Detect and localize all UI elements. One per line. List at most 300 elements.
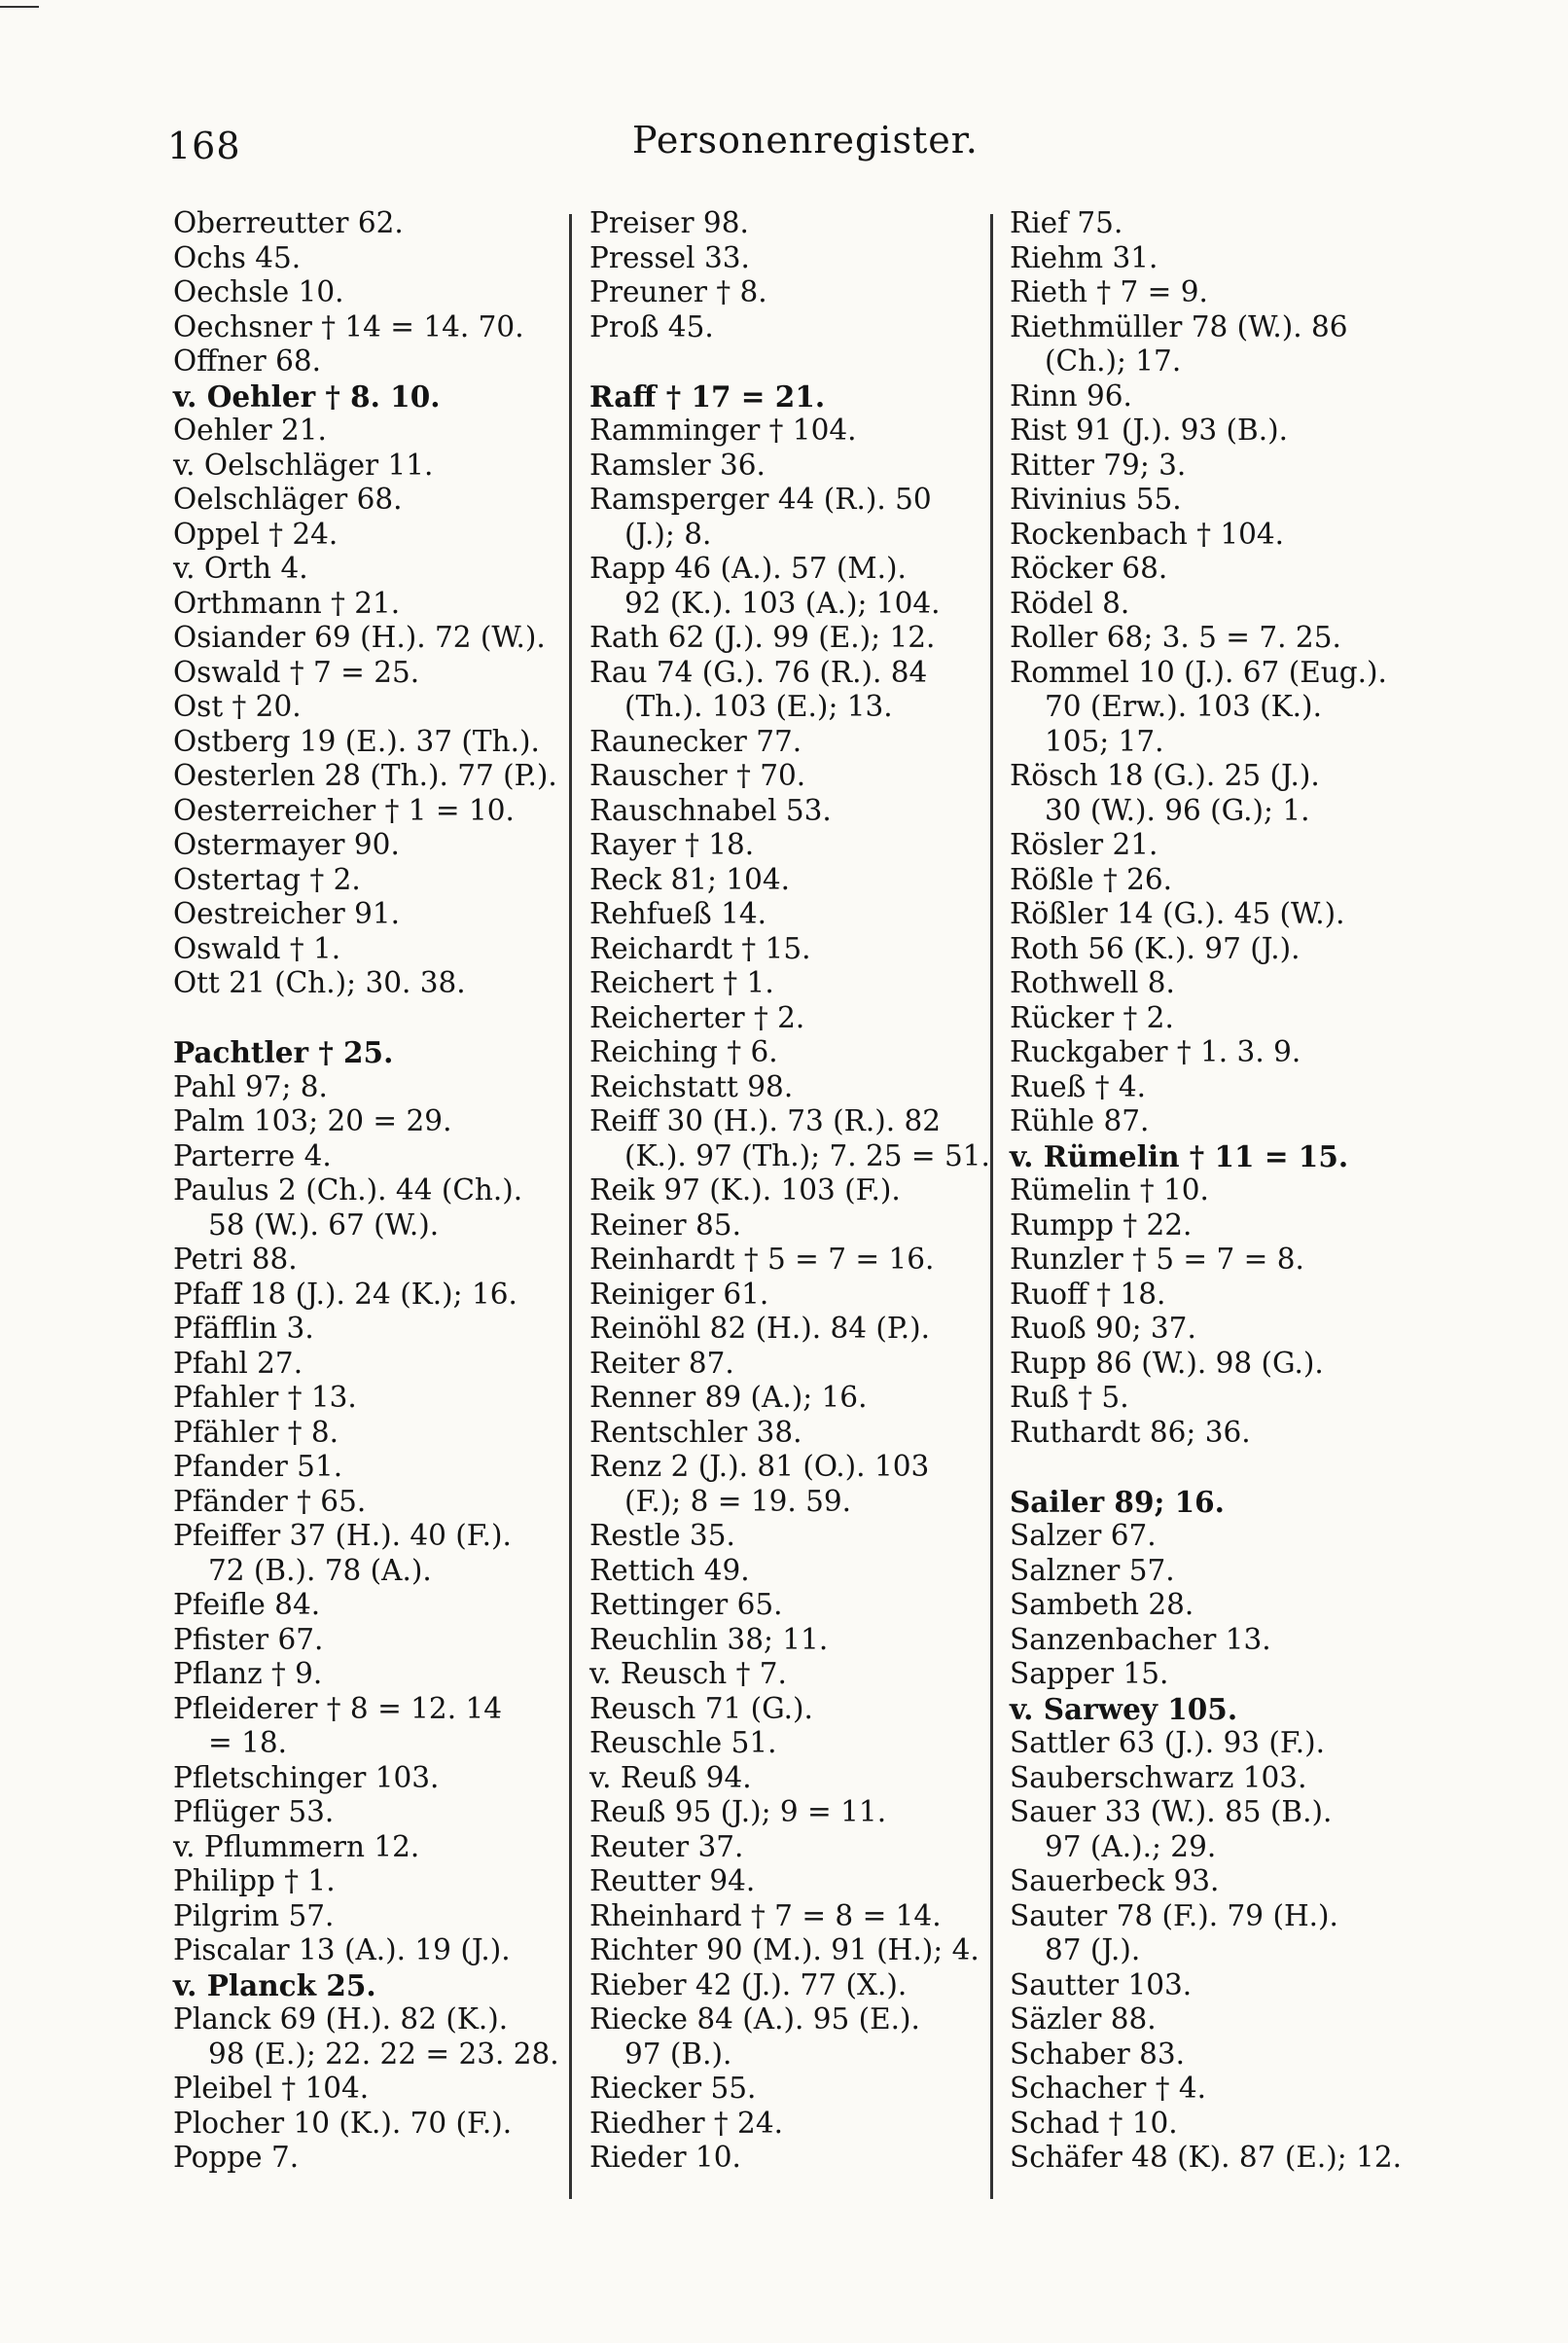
index-entry	[173, 1312, 562, 1347]
index-entry-text: Rettich 49.	[589, 1553, 750, 1587]
index-entry-text: Roller 68; 3. 5 = 7. 25.	[1010, 621, 1341, 654]
index-entry-text: Reuter 37.	[589, 1829, 744, 1863]
index-entry	[173, 310, 562, 345]
index-entry	[1010, 1278, 1418, 1313]
index-entry-text: Rivinius 55.	[1010, 483, 1182, 516]
index-entry	[589, 2141, 979, 2176]
index-entry	[1010, 587, 1418, 622]
index-entry-text: Ostermayer 90.	[173, 828, 400, 861]
index-entry-text: Rentschler 38.	[589, 1415, 802, 1449]
index-entry	[589, 656, 979, 725]
index-entry-text: Rau 74 (G.). 76 (R.). 84	[589, 655, 928, 689]
index-entry	[173, 1899, 562, 1934]
index-entry-text: Pfander 51.	[173, 1450, 343, 1483]
index-entry-text: Raunecker 77.	[589, 724, 802, 758]
index-column-2	[589, 206, 990, 2176]
index-entry	[589, 2107, 979, 2142]
index-entry	[173, 1692, 562, 1761]
index-entry-text: Ott 21 (Ch.); 30. 38.	[173, 966, 466, 999]
index-entry-continuation: 87 (J.).	[1045, 1933, 1141, 1966]
index-entry-continuation: 70 (Erw.). 103 (K.).	[1045, 690, 1322, 723]
index-entry	[589, 552, 979, 621]
index-entry-continuation: (Ch.); 17.	[1045, 344, 1182, 378]
index-entry-text: Rößle † 26.	[1010, 862, 1172, 896]
index-entry-text: Rupp 86 (W.). 98 (G.).	[1010, 1346, 1324, 1380]
index-entry-text: Rieder 10.	[589, 2141, 741, 2174]
index-entry-continuation: (K.). 97 (Th.); 7. 25 = 51.	[624, 1138, 990, 1172]
index-entry	[1010, 1692, 1418, 1727]
index-entry	[1010, 656, 1418, 760]
index-entry	[589, 1830, 979, 1865]
index-entry-text: Preiser 98.	[589, 206, 749, 239]
index-entry	[1010, 1104, 1418, 1139]
index-entry	[173, 1485, 562, 1520]
index-entry	[1010, 1001, 1418, 1036]
index-entry	[589, 310, 979, 345]
index-entry-text: Restle 35.	[589, 1519, 735, 1552]
index-entry	[173, 1450, 562, 1485]
index-entry	[589, 1554, 979, 1589]
index-entry-text: Oesterreicher † 1 = 10.	[173, 793, 515, 827]
index-entry	[1010, 1035, 1418, 1070]
index-entry-text: Richter 90 (M.). 91 (H.); 4.	[589, 1933, 980, 1966]
index-entry-text: Salzer 67.	[1010, 1519, 1157, 1552]
index-entry-text: Pachtler † 25.	[173, 1035, 394, 1069]
index-entry-text: Renner 89 (A.); 16.	[589, 1381, 868, 1414]
index-entry-text: Ruckgaber † 1. 3. 9.	[1010, 1035, 1301, 1068]
index-entry-text: Reinöhl 82 (H.). 84 (P.).	[589, 1312, 931, 1345]
index-entry	[589, 206, 979, 241]
index-entry-text: Oppel † 24.	[173, 517, 339, 551]
index-entry	[173, 2107, 562, 2142]
index-entry-text: Poppe 7.	[173, 2141, 300, 2174]
index-entry	[589, 1243, 979, 1278]
index-entry-continuation: 97 (A.).; 29.	[1045, 1829, 1217, 1863]
index-entry	[1010, 1416, 1418, 1451]
index-entry-text: Reuß 95 (J.); 9 = 11.	[589, 1795, 887, 1828]
index-entry-continuation: 30 (W.). 96 (G.); 1.	[1045, 793, 1310, 827]
index-entry-continuation: = 18.	[208, 1726, 288, 1759]
index-entry	[173, 1795, 562, 1830]
index-entry-text: Reuschle 51.	[589, 1726, 777, 1759]
index-entry-text: Sauerbeck 93.	[1010, 1864, 1220, 1897]
index-entry-text: Riehm 31.	[1010, 240, 1158, 274]
index-entry	[1010, 483, 1418, 518]
index-entry-text: Rauschnabel 53.	[589, 793, 832, 827]
index-entry	[173, 241, 562, 276]
index-entry	[589, 1933, 979, 1968]
index-entry-text: Pfänder † 65.	[173, 1484, 367, 1518]
index-entry	[589, 1381, 979, 1416]
index-entry-text: Plocher 10 (K.). 70 (F.).	[173, 2106, 513, 2140]
index-entry-text: Rueß † 4.	[1010, 1069, 1147, 1103]
index-entry	[173, 1243, 562, 1278]
index-entry	[589, 1864, 979, 1899]
index-entry-text: Oechsle 10.	[173, 275, 344, 308]
index-entry	[589, 1899, 979, 1934]
index-entry	[173, 344, 562, 379]
index-entry	[173, 1381, 562, 1416]
index-entry-text: Petri 88.	[173, 1243, 298, 1276]
index-entry	[173, 621, 562, 656]
index-entry-text: Oelschläger 68.	[173, 483, 403, 516]
index-entry-text: Ramsler 36.	[589, 448, 766, 482]
index-entry-text: Pflanz † 9.	[173, 1657, 323, 1690]
index-entry	[1010, 449, 1418, 484]
column-divider	[990, 214, 993, 2199]
index-entry	[589, 483, 979, 552]
index-entry-text: v. Rümelin † 11 = 15.	[1010, 1138, 1349, 1173]
index-entry-text: Riethmüller 78 (W.). 86	[1010, 309, 1348, 343]
index-entry-text: Oswald † 1.	[173, 931, 341, 965]
index-entry	[589, 1968, 979, 2003]
index-entry-text: Reutter 94.	[589, 1864, 756, 1897]
index-entry-text: Rauscher † 70.	[589, 759, 806, 792]
index-entry-text: Rapp 46 (A.). 57 (M.).	[589, 552, 907, 585]
index-entry	[589, 794, 979, 829]
index-entry	[173, 1657, 562, 1692]
index-entry-text: Sailer 89; 16.	[1010, 1484, 1225, 1519]
index-entry-text: Pfeifle 84.	[173, 1588, 321, 1621]
index-entry	[1010, 828, 1418, 863]
index-entry	[1010, 1968, 1418, 2003]
index-entry-text: Paulus 2 (Ch.). 44 (Ch.).	[173, 1173, 523, 1207]
section-gap	[173, 1001, 562, 1036]
index-entry-text: Sambeth 28.	[1010, 1588, 1194, 1621]
index-entry-text: Säzler 88.	[1010, 2002, 1157, 2036]
index-entry-text: Sapper 15.	[1010, 1657, 1169, 1690]
index-entry-text: Rothwell 8.	[1010, 966, 1175, 999]
index-entry-text: Rommel 10 (J.). 67 (Eug.).	[1010, 655, 1387, 689]
index-entry-text: Riecke 84 (A.). 95 (E.).	[589, 2002, 920, 2036]
index-entry	[589, 932, 979, 967]
index-entry-text: Rinn 96.	[1010, 378, 1132, 413]
index-entry	[589, 414, 979, 449]
index-entry	[589, 1588, 979, 1623]
index-entry-text: Reicherter † 2.	[589, 1000, 805, 1034]
index-entry	[173, 1173, 562, 1243]
index-entry	[173, 656, 562, 691]
index-entry	[173, 552, 562, 587]
index-entry-text: Sauberschwarz 103.	[1010, 1760, 1307, 1794]
index-entry-text: Rath 62 (J.). 99 (E.); 12.	[589, 621, 936, 654]
index-entry	[173, 449, 562, 484]
index-entry	[1010, 1761, 1418, 1796]
index-entry-text: Reiter 87.	[589, 1346, 734, 1380]
index-entry	[1010, 1726, 1418, 1761]
index-entry-text: Raff † 17 = 21.	[589, 378, 826, 414]
index-entry-continuation: 105; 17.	[1045, 724, 1164, 758]
index-entry	[173, 1070, 562, 1105]
index-entry-text: Ost † 20.	[173, 690, 302, 723]
index-entry-text: Pflüger 53.	[173, 1795, 335, 1828]
index-entry	[589, 1347, 979, 1382]
index-entry-text: Schad † 10.	[1010, 2106, 1178, 2140]
index-entry	[1010, 897, 1418, 932]
index-entry-text: v. Oelschläger 11.	[173, 448, 434, 482]
index-entry-text: Palm 103; 20 = 29.	[173, 1104, 452, 1137]
index-entry-text: Oesterlen 28 (Th.). 77 (P.).	[173, 759, 557, 792]
index-entry-text: Salzner 57.	[1010, 1553, 1175, 1587]
index-entry-text: Schäfer 48 (K). 87 (E.); 12.	[1010, 2141, 1402, 2174]
index-entry	[1010, 1485, 1418, 1520]
index-entry-text: Sattler 63 (J.). 93 (F.).	[1010, 1726, 1326, 1759]
index-entry-text: Rockenbach † 104.	[1010, 517, 1285, 551]
index-entry	[1010, 1554, 1418, 1589]
index-entry-text: Ochs 45.	[173, 240, 302, 274]
index-entry-continuation: (J.); 8.	[624, 517, 712, 551]
index-entry-continuation: 58 (W.). 67 (W.).	[208, 1208, 440, 1242]
index-entry	[173, 1278, 562, 1313]
index-entry-text: Reichardt † 15.	[589, 931, 811, 965]
index-entry-text: Piscalar 13 (A.). 19 (J.).	[173, 1933, 511, 1966]
index-entry-text: Parterre 4.	[173, 1138, 332, 1172]
index-entry-text: Pfahl 27.	[173, 1346, 303, 1380]
index-entry	[589, 1657, 979, 1692]
index-entry	[589, 1623, 979, 1658]
index-entry	[589, 379, 979, 415]
index-entry	[173, 1588, 562, 1623]
index-entry	[173, 690, 562, 725]
index-entry-text: Rühle 87.	[1010, 1104, 1150, 1137]
index-entry	[173, 1104, 562, 1139]
index-entry	[173, 1347, 562, 1382]
index-entry-text: Roth 56 (K.). 97 (J.).	[1010, 931, 1301, 965]
index-entry	[173, 1761, 562, 1796]
index-entry	[589, 1173, 979, 1208]
index-entry-text: Pfahler † 13.	[173, 1381, 357, 1414]
index-entry-text: Reichstatt 98.	[589, 1069, 794, 1103]
index-entry-text: Reiner 85.	[589, 1208, 741, 1242]
index-entry-continuation: 97 (B.).	[624, 2037, 732, 2071]
index-entry-continuation: 72 (B.). 78 (A.).	[208, 1553, 432, 1587]
index-entry-text: Renz 2 (J.). 81 (O.). 103	[589, 1450, 930, 1483]
index-entry	[173, 275, 562, 310]
corner-rule	[0, 6, 39, 8]
index-entry	[1010, 552, 1418, 587]
index-entry	[589, 863, 979, 898]
index-entry	[173, 863, 562, 898]
index-entry	[1010, 2072, 1418, 2107]
index-entry	[589, 1519, 979, 1554]
index-entry-text: Rumpp † 22.	[1010, 1208, 1193, 1242]
index-entry	[589, 1795, 979, 1830]
index-entry	[1010, 1519, 1418, 1554]
index-entry	[1010, 621, 1418, 656]
index-entry-text: Schaber 83.	[1010, 2037, 1186, 2071]
index-entry	[1010, 1312, 1418, 1347]
index-entry	[173, 1933, 562, 1968]
index-entry-text: Pfaff 18 (J.). 24 (K.); 16.	[173, 1277, 517, 1311]
index-entry-text: Ramminger † 104.	[589, 414, 857, 447]
index-entry	[173, 828, 562, 863]
index-entry-text: Ruoff † 18.	[1010, 1277, 1166, 1311]
index-entry	[173, 2072, 562, 2107]
index-entry-continuation: 98 (E.); 22. 22 = 23. 28.	[208, 2037, 559, 2071]
index-entry-text: Rayer † 18.	[589, 828, 755, 861]
index-entry	[173, 725, 562, 760]
index-entry-text: Pfister 67.	[173, 1622, 324, 1656]
index-entry-text: Reiniger 61.	[589, 1277, 769, 1311]
index-entry	[1010, 241, 1418, 276]
index-entry	[1010, 1347, 1418, 1382]
index-entry	[1010, 1588, 1418, 1623]
index-entry-text: Ostberg 19 (E.). 37 (Th.).	[173, 724, 540, 758]
index-entry-text: Riedher † 24.	[589, 2106, 783, 2140]
index-entry-text: Ostertag † 2.	[173, 862, 361, 896]
index-entry	[1010, 414, 1418, 449]
index-column-3	[1010, 206, 1418, 2176]
index-entry-text: Ramsperger 44 (R.). 50	[589, 483, 932, 516]
index-entry	[1010, 2107, 1418, 2142]
index-entry	[173, 1623, 562, 1658]
index-entry	[1010, 1243, 1418, 1278]
index-entry-text: v. Orth 4.	[173, 552, 308, 585]
index-entry-text: Ruoß 90; 37.	[1010, 1312, 1196, 1345]
index-entry	[173, 932, 562, 967]
index-entry	[589, 1208, 979, 1244]
index-entry	[173, 2141, 562, 2176]
index-entry-text: Pilgrim 57.	[173, 1898, 335, 1932]
index-entry	[589, 2002, 979, 2072]
index-entry-text: Rödel 8.	[1010, 586, 1130, 620]
index-entry	[589, 449, 979, 484]
index-entry	[173, 379, 562, 415]
index-entry-text: Sautter 103.	[1010, 1967, 1193, 2001]
index-entry-text: Rieber 42 (J.). 77 (X.).	[589, 1967, 908, 2001]
index-entry	[1010, 2037, 1418, 2073]
index-entry-text: v. Sarwey 105.	[1010, 1691, 1238, 1726]
index-entry	[1010, 966, 1418, 1001]
index-entry	[1010, 759, 1418, 828]
index-entry	[1010, 379, 1418, 415]
index-entry-text: Pahl 97; 8.	[173, 1069, 328, 1103]
index-entry	[173, 1139, 562, 1174]
index-entry	[173, 1416, 562, 1451]
index-entry-text: Offner 68.	[173, 344, 321, 378]
index-entry-text: v. Pflummern 12.	[173, 1829, 420, 1863]
index-entry-text: Orthmann † 21.	[173, 586, 401, 620]
section-gap	[1010, 1450, 1418, 1485]
index-entry-text: Rösler 21.	[1010, 828, 1158, 861]
index-entry-text: Reuchlin 38; 11.	[589, 1622, 829, 1656]
index-entry-text: v. Reuß 94.	[589, 1760, 752, 1794]
index-entry	[589, 966, 979, 1001]
index-entry-text: Oehler 21.	[173, 414, 327, 447]
index-entry	[173, 587, 562, 622]
index-entry	[173, 1035, 562, 1070]
index-entry	[173, 2002, 562, 2072]
index-entry	[589, 897, 979, 932]
index-entry-text: Pressel 33.	[589, 240, 750, 274]
index-entry	[1010, 1864, 1418, 1899]
index-entry	[1010, 932, 1418, 967]
index-entry	[589, 828, 979, 863]
index-entry-text: Rehfueß 14.	[589, 897, 767, 930]
index-entry	[173, 1968, 562, 2003]
index-entry-text: Philipp † 1.	[173, 1864, 336, 1897]
index-entry-text: Riecker 55.	[589, 2072, 757, 2105]
index-entry	[1010, 1657, 1418, 1692]
index-entry	[589, 1070, 979, 1105]
page-title: Personenregister.	[632, 119, 979, 162]
index-column-1	[173, 206, 562, 2176]
index-entry	[589, 1450, 979, 1519]
index-entry-text: Rief 75.	[1010, 206, 1123, 239]
index-entry-text: Pfeiffer 37 (H.). 40 (F.).	[173, 1519, 512, 1552]
index-entry-text: Rettinger 65.	[589, 1588, 783, 1621]
index-entry-text: Ritter 79; 3.	[1010, 448, 1187, 482]
index-entry	[589, 1416, 979, 1451]
section-gap	[589, 344, 979, 379]
index-entry-text: Ruß † 5.	[1010, 1381, 1129, 1414]
index-entry	[173, 1864, 562, 1899]
index-entry-continuation: 92 (K.). 103 (A.); 104.	[624, 586, 941, 620]
index-entry-text: Sauer 33 (W.). 85 (B.).	[1010, 1795, 1333, 1828]
index-entry-text: v. Reusch † 7.	[589, 1657, 787, 1690]
index-entry-text: Ruthardt 86; 36.	[1010, 1415, 1251, 1449]
index-entry	[1010, 2141, 1418, 2176]
index-entry	[173, 966, 562, 1001]
index-entry	[1010, 2002, 1418, 2037]
index-entry-text: Rist 91 (J.). 93 (B.).	[1010, 414, 1288, 447]
index-entry	[589, 275, 979, 310]
index-entry-text: Reusch 71 (G.).	[589, 1691, 813, 1725]
index-entry-text: Reik 97 (K.). 103 (F.).	[589, 1173, 901, 1207]
index-entry	[173, 206, 562, 241]
index-entry	[1010, 310, 1418, 379]
index-entry	[589, 621, 979, 656]
index-entry-text: Rümelin † 10.	[1010, 1173, 1209, 1207]
index-entry-text: Oechsner † 14 = 14. 70.	[173, 309, 524, 343]
index-entry-text: Pfäfflin 3.	[173, 1312, 314, 1345]
index-entry	[1010, 1381, 1418, 1416]
index-entry	[589, 1001, 979, 1036]
index-entry	[173, 794, 562, 829]
index-entry	[589, 1278, 979, 1313]
index-entry-text: Pfletschinger 103.	[173, 1760, 440, 1794]
index-entry	[1010, 863, 1418, 898]
index-entry	[589, 2072, 979, 2107]
index-entry-text: Reck 81; 104.	[589, 862, 790, 896]
index-entry-text: Rieth † 7 = 9.	[1010, 275, 1208, 308]
index-entry-continuation: (F.); 8 = 19. 59.	[624, 1484, 852, 1518]
index-entry-text: Rheinhard † 7 = 8 = 14.	[589, 1898, 942, 1932]
index-entry	[1010, 1208, 1418, 1244]
index-entry-text: Röcker 68.	[1010, 552, 1168, 585]
index-entry-text: Osiander 69 (H.). 72 (W.).	[173, 621, 546, 654]
index-entry-text: Sauter 78 (F.). 79 (H.).	[1010, 1898, 1338, 1932]
index-entry	[173, 1519, 562, 1588]
index-entry	[1010, 206, 1418, 241]
index-entry-text: Oswald † 7 = 25.	[173, 655, 420, 689]
index-entry-text: Pfleiderer † 8 = 12. 14	[173, 1691, 502, 1725]
index-entry-text: Rösch 18 (G.). 25 (J.).	[1010, 759, 1320, 792]
index-entry	[1010, 1173, 1418, 1208]
index-entry-text: Pfähler † 8.	[173, 1415, 339, 1449]
index-entry	[589, 1761, 979, 1796]
index-entry-text: Pleibel † 104.	[173, 2072, 370, 2105]
index-entry-text: Reichert † 1.	[589, 966, 774, 999]
index-entry-text: Preuner † 8.	[589, 275, 767, 308]
index-entry	[1010, 518, 1418, 553]
index-entry-text: Reiff 30 (H.). 73 (R.). 82	[589, 1104, 942, 1137]
index-entry	[589, 725, 979, 760]
index-entry	[173, 1830, 562, 1865]
index-entry-text: Planck 69 (H.). 82 (K.).	[173, 2002, 509, 2036]
index-entry-text: Runzler † 5 = 7 = 8.	[1010, 1243, 1304, 1276]
index-entry	[589, 1312, 979, 1347]
